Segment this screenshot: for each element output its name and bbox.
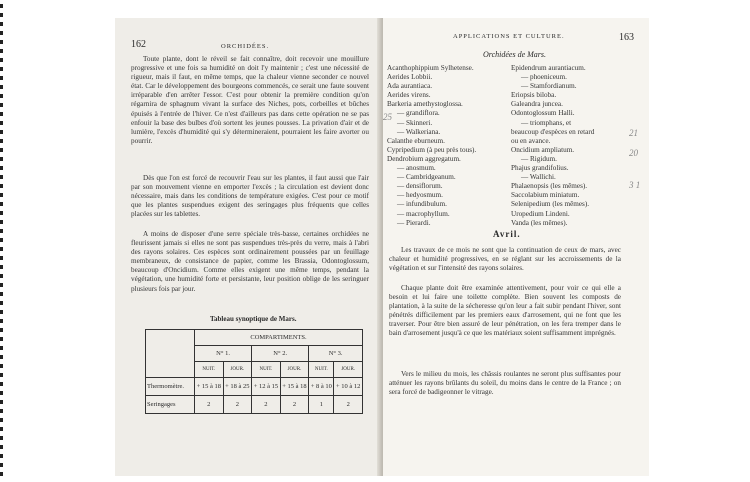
- scan-edge-mark: [0, 292, 3, 296]
- sub-header: NUIT.: [252, 362, 281, 378]
- orchid-list-item: — Pierardi.: [397, 218, 431, 227]
- scan-edge-mark: [0, 337, 3, 341]
- scan-edge-mark: [0, 274, 3, 278]
- left-paragraph-3: A moins de disposer d'une serre spéciale très-basse, certaines orchidées ne fleurissent jamais si elles ne sont pas suspendues très-près du verre, mais à l'abri des rayons solaires. Ces espèces sont ordinairement poussées par un feuillage membraneux, de consistance de papier, comme les Brassia, Odontoglossum, beaucoup d'Oncidium. Comme elles exigent une même temps, pendant la végétation, une humidité forte et persistante, leur position oblige de les seringuer plusieurs fois par jour.: [131, 230, 369, 293]
- scan-edge-mark: [0, 67, 3, 71]
- scan-edge-mark: [0, 346, 3, 350]
- orchid-list-item: Uropedium Lindeni.: [511, 209, 570, 218]
- right-paragraph-1: Les travaux de ce mois ne sont que la continuation de ceux de mars, avec chaleur et humidité progressives, en se réglant sur les accroissements de la végétation et sur l'intensité des rayons solaires.: [389, 246, 621, 273]
- orchid-list-item: Saccolabium miniatum.: [511, 191, 580, 200]
- orchid-list-item: — Wallichi.: [521, 173, 556, 182]
- table-cell: + 15 à 18: [280, 378, 309, 396]
- left-paragraph-2: Dès que l'on est forcé de recouvrir l'eau sur les plantes, il faut aussi que l'air par son mouvement vienne en emporter l'excès ; la circulation est devient donc nécessaire, mais dans les conditions de température exigées. C'est pour ce motif que les plantes suspendues exigent des seringages plus fréquents que celles placées sur les tablettes.: [131, 174, 369, 219]
- scan-edge-mark: [0, 391, 3, 395]
- orchid-list-item: Dendrobium aggregatum.: [387, 154, 461, 163]
- table-cell: 2: [334, 396, 363, 414]
- orchid-list-item: Calanthe eburneum.: [387, 136, 445, 145]
- compartment-header: N° 3.: [309, 346, 363, 362]
- scan-edge-mark: [0, 31, 3, 35]
- orchid-list-item: Aerides virens.: [387, 91, 431, 100]
- running-head-left: ORCHIDÉES.: [221, 43, 270, 50]
- scan-edge-mark: [0, 328, 3, 332]
- scan-edge-mark: [0, 130, 3, 134]
- orchid-list-item: — macrophyllum.: [397, 209, 450, 218]
- orchid-list-column-2: [511, 64, 629, 228]
- scan-edge-mark: [0, 238, 3, 242]
- orchid-list-item: — Cambridgeanum.: [397, 173, 456, 182]
- scan-edge-mark: [0, 184, 3, 188]
- scan-edge-mark: [0, 76, 3, 80]
- scan-edge-mark: [0, 13, 3, 17]
- scan-edge-mark: [0, 112, 3, 116]
- orchid-list-item: Vanda (les mêmes).: [511, 218, 568, 227]
- table-caption: Tableau synoptique de Mars.: [210, 315, 297, 323]
- orchid-list-item: — anosmum.: [397, 164, 436, 173]
- scan-edge-mark: [0, 94, 3, 98]
- left-page: [115, 18, 383, 476]
- scan-edge-mark: [0, 463, 3, 467]
- scan-edge-mark: [0, 445, 3, 449]
- scan-edge-mark: [0, 409, 3, 413]
- orchid-list-item: Aerides Lobbii.: [387, 73, 433, 82]
- scan-edge-mark: [0, 355, 3, 359]
- table-cell: + 10 à 12: [334, 378, 363, 396]
- table-cell: 2: [195, 396, 224, 414]
- margin-note: 20: [629, 148, 638, 158]
- orchid-list-item: Phajus grandifolius.: [511, 164, 569, 173]
- sub-header: JOUR.: [334, 362, 363, 378]
- orchid-list-item: — phoeniceum.: [521, 73, 567, 82]
- right-paragraph-2: Chaque plante doit être examinée attentivement, pour voir ce qui elle a besoin et lui faire une toilette complète. Bien souvent les composts de plantation, à la suite de la sécheresse qu'on leur a fait subir pendant l'hiver, sont pénétrés difficilement par les premiers eaux d'arrosement, qui ne font que les traverser. Pour être bien assuré de leur pénétration, on les fera tremper dans le bain d'arrosement jusqu'à ce que les matériaux soient suffisamment imprégnés.: [389, 284, 621, 338]
- scan-edge-mark: [0, 454, 3, 458]
- sub-header: NUIT.: [195, 362, 224, 378]
- scan-edge-mark: [0, 49, 3, 53]
- scan-edge-mark: [0, 22, 3, 26]
- scan-edge-mark: [0, 283, 3, 287]
- orchid-list-item: — densiflorum.: [397, 182, 443, 191]
- table-cell: + 18 à 25: [223, 378, 252, 396]
- right-page: [383, 18, 649, 476]
- orchid-list-item: Oncidium ampliatum.: [511, 145, 575, 154]
- orchid-list-item: Galeandra juncea.: [511, 100, 563, 109]
- page-number-left: 162: [131, 39, 146, 50]
- right-paragraph-3: Vers le milieu du mois, les châssis roulantes ne seront plus suffisantes pour atténuer les rayons brûlants du soleil, du moins dans le centre de la France ; on sera forcé de badigeonner le vitrage.: [389, 370, 621, 397]
- scan-edge-mark: [0, 139, 3, 143]
- orchid-list-item: — Skinneri.: [397, 118, 433, 127]
- row-label: Seringages: [146, 396, 195, 414]
- table-corner-cell: [146, 330, 195, 378]
- orchid-list-item: — Walkeriana.: [397, 127, 441, 136]
- orchid-list-item: Selenipedium (les mêmes).: [511, 200, 590, 209]
- scan-edge-mark: [0, 211, 3, 215]
- table-cell: + 15 à 18: [195, 378, 224, 396]
- orchid-list-item: Acanthophippium Sylhetense.: [387, 64, 474, 72]
- scan-edge-mark: [0, 247, 3, 251]
- scan-edge-mark: [0, 220, 3, 224]
- scan-edge-mark: [0, 310, 3, 314]
- scan-edge-mark: [0, 301, 3, 305]
- scan-edge-mark: [0, 319, 3, 323]
- table-cell: 2: [280, 396, 309, 414]
- section-title-avril: Avril.: [493, 229, 521, 239]
- orchid-list-item: ou en avance.: [511, 136, 551, 145]
- scan-edge-mark: [0, 400, 3, 404]
- synoptic-table: [145, 329, 363, 414]
- table-cell: + 8 à 10: [309, 378, 334, 396]
- scan-edge-mark: [0, 85, 3, 89]
- table-cell: 2: [252, 396, 281, 414]
- scan-edge-mark: [0, 121, 3, 125]
- orchid-list-item: Phalaenopsis (les mêmes).: [511, 182, 588, 191]
- scan-edge-mark: [0, 40, 3, 44]
- orchid-list-item: — Stamfordianum.: [521, 82, 577, 91]
- orchid-list-item: beaucoup d'espèces en retard: [511, 127, 595, 136]
- orchid-list-item: — hedyosmum.: [397, 191, 443, 200]
- table-cell: 1: [309, 396, 334, 414]
- orchid-list-item: — Rigidum.: [521, 154, 557, 163]
- scan-edge-mark: [0, 364, 3, 368]
- scan-edge-mark: [0, 418, 3, 422]
- margin-note: 3 1: [629, 180, 641, 190]
- table-cell: + 12 à 15: [252, 378, 281, 396]
- scan-edge-mark: [0, 166, 3, 170]
- scan-edge-mark: [0, 436, 3, 440]
- scan-edge-mark: [0, 382, 3, 386]
- scan-edge-mark: [0, 427, 3, 431]
- scan-edge-mark: [0, 157, 3, 161]
- scan-edge-mark: [0, 373, 3, 377]
- margin-note: 25: [383, 112, 392, 122]
- scan-edge-mark: [0, 58, 3, 62]
- table-group-header: COMPARTIMENTS.: [195, 330, 363, 346]
- orchid-list-title: Orchidées de Mars.: [483, 50, 547, 59]
- scan-edge-mark: [0, 175, 3, 179]
- orchid-list-item: Epidendrum aurantiacum.: [511, 64, 586, 72]
- orchid-list-item: Eriopsis biloba.: [511, 91, 557, 100]
- margin-note: 21: [629, 128, 638, 138]
- orchid-list-column-1: [387, 64, 507, 228]
- scan-edge-mark: [0, 229, 3, 233]
- orchid-list-item: — grandiflora.: [397, 109, 440, 118]
- orchid-list-item: — triomphans, et: [521, 118, 572, 127]
- scan-edge-mark: [0, 256, 3, 260]
- orchid-list-item: Ada aurantiaca.: [387, 82, 433, 91]
- scan-edge-mark: [0, 193, 3, 197]
- orchid-list-item: Cypripedium (à peu près tous).: [387, 145, 477, 154]
- book-spread: [115, 18, 649, 476]
- scan-edge-mark: [0, 148, 3, 152]
- scan-edge-mark: [0, 103, 3, 107]
- running-head-right: APPLICATIONS ET CULTURE.: [453, 33, 565, 40]
- scan-edge-mark: [0, 202, 3, 206]
- left-paragraph-1: Toute plante, dont le réveil se fait connaître, doit recevoir une mouillure progressive et une fois sa humidité on doit l'y maintenir ; c'est une nécessité de rigueur, mais il faut, en même temps, que la chaleur vienne seconder ce nouvel état. Car le développement des bourgeons commencés, ce serait une faute souvent irréparable d'en arrêter l'essor. C'est pour obtenir la première condition qu'on régarnira de sphagnum vivant la surface des Niches, pots, corbeilles et bûches épuisés à l'entrée de l'hiver. Ce n'est d'ailleurs pas dans cette opération ne se pas enfouir la base des bulbes d'où sortent les jeunes pousses. La privation d'air et de lumière, l'excès d'humidité qui s'y détermineraient, pourraient les faire avorter ou pourrir.: [131, 55, 369, 145]
- compartment-header: N° 2.: [252, 346, 309, 362]
- compartment-header: N° 1.: [195, 346, 252, 362]
- sub-header: JOUR.: [223, 362, 252, 378]
- page-number-right: 163: [619, 32, 634, 43]
- sub-header: NUIT.: [309, 362, 334, 378]
- row-label: Thermomètre.: [146, 378, 195, 396]
- table-cell: 2: [223, 396, 252, 414]
- scan-edge-mark: [0, 265, 3, 269]
- orchid-list-item: Barkeria amethystoglossa.: [387, 100, 463, 109]
- sub-header: JOUR.: [280, 362, 309, 378]
- scan-edge-mark: [0, 4, 3, 8]
- orchid-list-item: Odontoglossum Halli.: [511, 109, 575, 118]
- scan-edge-mark: [0, 472, 3, 476]
- orchid-list-item: — infundibulum.: [397, 200, 447, 209]
